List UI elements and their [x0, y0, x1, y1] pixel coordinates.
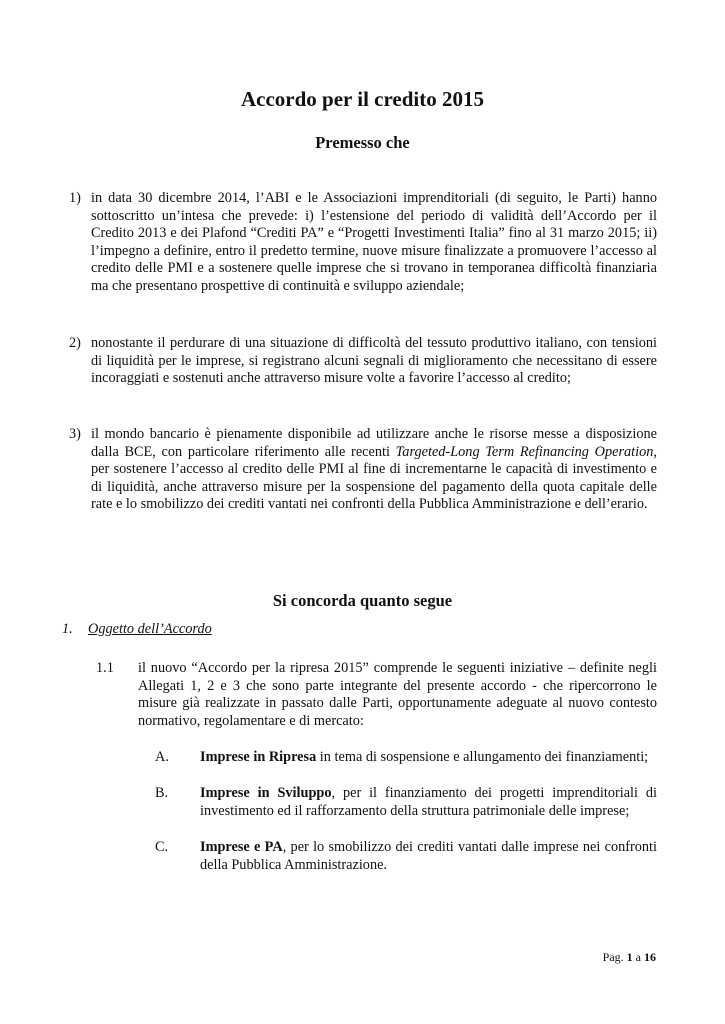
initiative-item-b: [155, 785, 657, 820]
premise-number: 3): [69, 426, 81, 442]
page-number: [603, 950, 656, 964]
document-title: Accordo per il credito 2015: [240, 87, 484, 111]
clause-number: 1.1: [96, 660, 114, 676]
page-current: 1: [626, 950, 633, 964]
premise-text-italic: Targeted-Long Term Refinancing Operation,: [395, 443, 657, 460]
article-number: 1.: [62, 621, 73, 637]
premise-item-2: [69, 335, 657, 388]
page-total: 16: [644, 950, 656, 964]
premise-text: [91, 426, 657, 514]
initiative-description: , per il finanziamento dei progetti imprenditoriali di investimento ed il rafforzamento della struttura patrimoniale delle imprese;: [200, 785, 657, 819]
initiative-letter: A.: [155, 749, 169, 765]
page-prefix: Pag.: [602, 950, 627, 964]
initiative-description: , per lo smobilizzo dei crediti vantati dalle imprese nei confronti della Pubblica Amministrazione.: [200, 839, 658, 873]
article-title: Oggetto dell’Accordo: [88, 621, 212, 637]
page-separator: a: [632, 950, 644, 964]
premise-text: nonostante il perdurare di una situazione di difficoltà del tessuto produttivo italiano, con tensioni di liquidità per le imprese, si registrano alcuni segnali di miglioramento che necessitano di essere incoraggiati e sostenuti anche attraverso misure volte a favorire l’accesso al credito;: [91, 335, 657, 387]
initiative-item-a: [155, 749, 657, 767]
initiative-letter: B.: [155, 785, 169, 801]
premise-text-start: il mondo bancario è pienamente disponibile ad utilizzare anche le risorse messe a disposizione dalla BCE, con particolare riferimento alle recenti: [91, 426, 657, 460]
initiative-text: [200, 839, 657, 874]
premise-text: in data 30 dicembre 2014, l’ABI e le Associazioni imprenditoriali (di seguito, le Parti) hanno sottoscritto un’intesa che prevede: i) l’estensione del periodo di validità dell’Accordo per il Credito 2013 e dei Plafond “Crediti PA” e “Progetti Investimenti Italia” fino al 31 marzo 2015; ii) l’impegno a definire, entro il predetto termine, nuove misure finalizzate a promuovere l’accesso al credito delle PMI e a sostenere quelle imprese che si trovano in temporanea difficoltà finanziaria ma che presentano prospettive di continuità e sviluppo aziendale;: [91, 190, 657, 294]
initiative-name: Imprese in Sviluppo: [200, 785, 332, 801]
section-title: Si concorda quanto segue: [272, 591, 453, 610]
initiative-letter: C.: [155, 839, 169, 855]
premise-number: 2): [69, 335, 81, 351]
premise-item-3: [69, 426, 657, 514]
initiative-description: in tema di sospensione e allungamento dei finanziamenti;: [316, 749, 649, 765]
initiative-name: Imprese in Ripresa: [200, 749, 317, 765]
initiative-name: Imprese e PA: [200, 839, 283, 855]
document-subtitle: Premesso che: [315, 133, 410, 152]
clause-1-1: [96, 660, 657, 730]
initiative-item-c: [155, 839, 657, 874]
premise-number: 1): [69, 190, 81, 206]
article-heading: [62, 621, 212, 639]
clause-text: il nuovo “Accordo per la ripresa 2015” comprende le seguenti iniziative – definite negli Allegati 1, 2 e 3 che sono parte integrante del presente accordo - che ripercorrono le misure già realizzate in passato dalle Parti, opportunamente adeguate al nuovo contesto normativo, regolamentare e di mercato:: [138, 660, 657, 729]
premise-item-1: [69, 190, 657, 296]
initiative-text: [200, 749, 657, 767]
initiative-text: [200, 785, 657, 820]
premise-text-end: per sostenere l’accesso al credito delle PMI al fine di incrementarne le capacità di investimento e di liquidità, anche attraverso misure per la sospensione del pagamento della quota capitale delle rate e lo smobilizzo dei crediti vantati nei confronti della Pubblica Amministrazione e dell’erario.: [91, 461, 657, 513]
